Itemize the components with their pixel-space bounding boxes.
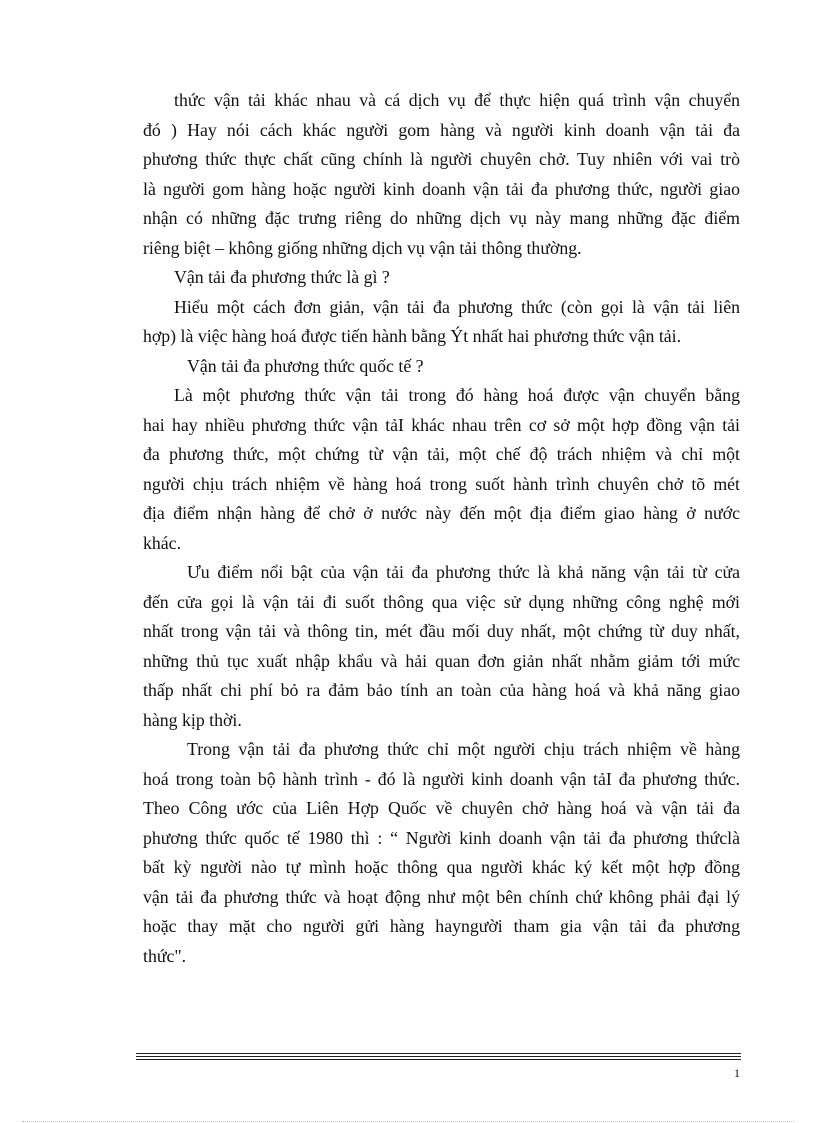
text-line: đến cửa gọi là vận tải đi suốt thông qua việc sử dụng những công nghệ mới bbox=[143, 591, 740, 612]
text-line: hợp) là việc hàng hoá được tiến hành bằng Ýt nhất hai phương thức vận tải. bbox=[143, 326, 682, 346]
text-line: riêng biệt – không giống những dịch vụ vận tải thông thường. bbox=[143, 237, 582, 258]
text-line: là người gom hàng hoặc người kinh doanh vận tải đa phương thức, người giao bbox=[143, 178, 740, 199]
text-line: địa điểm nhận hàng để chở ở nước này đến một địa điểm giao hàng ở nước bbox=[143, 503, 740, 523]
text-line: Vận tải đa phương thức là gì ? bbox=[174, 267, 390, 287]
text-line: bất kỳ người nào tự mình hoặc thông qua người khác ký kết một hợp đồng bbox=[143, 857, 740, 877]
page-bottom-border bbox=[22, 1121, 794, 1122]
text-line: đa phương thức, một chứng từ vận tải, một chế độ trách nhiệm và chỉ một bbox=[143, 444, 740, 464]
text-line: đó ) Hay nói cách khác người gom hàng và người kinh doanh vận tải đa bbox=[143, 119, 740, 140]
text-line: thấp nhất chi phí bỏ ra đảm bảo tính an toàn của hàng hoá và khả năng giao bbox=[143, 680, 740, 700]
footer-rule bbox=[136, 1056, 741, 1057]
page-number: 1 bbox=[734, 1066, 740, 1080]
text-line: Hiểu một cách đơn giản, vận tải đa phương thức (còn gọi là vận tải liên bbox=[174, 296, 740, 317]
text-line: người chịu trách nhiệm về hàng hoá trong suốt hành trình chuyên chở tõ mét bbox=[143, 473, 740, 494]
text-line: Ưu điểm nổi bật của vận tải đa phương thức là khả năng vận tải từ cửa bbox=[187, 562, 740, 582]
text-line: Là một phương thức vận tải trong đó hàng hoá được vận chuyển bằng bbox=[174, 385, 740, 405]
text-line: phương thức quốc tế 1980 thì : “ Người kinh doanh vận tải đa phương thứclà bbox=[143, 827, 740, 848]
footer-rule bbox=[136, 1053, 741, 1054]
text-line: hoá trong toàn bộ hành trình - đó là người kinh doanh vận tảI đa phương thức. bbox=[143, 768, 740, 789]
text-line: Vận tải đa phương thức quốc tế ? bbox=[187, 355, 424, 376]
text-line: hai hay nhiều phương thức vận tảI khác nhau trên cơ sở một hợp đồng vận tải bbox=[143, 414, 740, 435]
text-line: Theo Công ước của Liên Hợp Quốc về chuyên chở hàng hoá và vận tải đa bbox=[143, 798, 740, 818]
text-line: phương thức thực chất cũng chính là người chuyên chở. Tuy nhiên với vai trò bbox=[143, 149, 740, 169]
text-line: thức vận tải khác nhau và cá dịch vụ để thực hiện quá trình vận chuyển bbox=[174, 90, 740, 110]
text-line: hàng kịp thời. bbox=[143, 709, 242, 730]
text-line: khác. bbox=[143, 532, 182, 553]
text-line: nhất trong vận tải và thông tin, mét đầu mối duy nhất, một chứng từ duy nhất, bbox=[143, 621, 740, 641]
text-line: thức". bbox=[143, 945, 187, 966]
text-line: Trong vận tải đa phương thức chỉ một người chịu trách nhiệm về hàng bbox=[187, 739, 740, 759]
text-line: những thủ tục xuất nhập khẩu và hải quan đơn giản nhất nhằm giảm tới mức bbox=[143, 650, 740, 671]
body-text bbox=[143, 86, 740, 971]
text-line: nhận có những đặc trưng riêng do những dịch vụ này mang những đặc điểm bbox=[143, 208, 740, 228]
text-line: vận tải đa phương thức và hoạt động như một bên chính chứ không phải đại lý bbox=[143, 886, 740, 907]
footer-rule bbox=[136, 1059, 741, 1060]
text-line: hoặc thay mặt cho người gửi hàng hayngười tham gia vận tải đa phương bbox=[143, 916, 740, 936]
